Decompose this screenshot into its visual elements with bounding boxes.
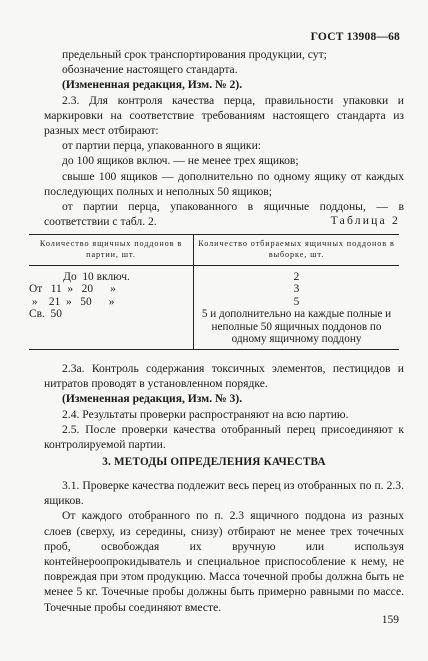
paragraph-2-5: 2.5. После проверки качества отобранный перец присоединяют к контролируемой партии. (44, 422, 404, 452)
bottom-block (44, 478, 404, 615)
middle-block (44, 361, 404, 452)
sampling-table (29, 234, 399, 350)
edition-note-2: (Измененная редакция, Изм. № 2). (62, 78, 243, 92)
paragraph-2-3-item: свыше 100 ящиков — дополнительно по одному ящику от каждых последующих полных и неполных 50 ящиков; (44, 169, 404, 198)
standard-header: ГОСТ 13908—68 (310, 31, 400, 43)
table-cell-left: До 10 включ. (29, 266, 194, 284)
paragraph-3-1-sampling: От каждого отобранного по п. 2.3 ящичного поддона из разных слоев (сверху, из середины, снизу) отбирают не менее трех точечных проб, освобождая их вручную или используя контейнероопрокидыватель и специальное приспособление к нему, не повреждая при этом продукцию. Масса точечной пробы должна быть не менее 5 кг. Точечные пробы должны быть примерно равными по массе. Точечные пробы соединяют вместе. (44, 509, 404, 614)
table-header-left: Количество ящичных поддонов в партии, шт. (29, 235, 194, 266)
paragraph-3-1: 3.1. Проверке качества подлежит весь перец из отобранных по п. 2.3. ящиков. (44, 479, 404, 508)
table-row (29, 296, 399, 308)
line-standard-designation: обозначение настоящего стандарта. (62, 63, 238, 77)
page-number: 159 (381, 614, 399, 626)
paragraph-2-4: 2.4. Результаты проверки распространяют на всю партию. (62, 407, 349, 421)
table-cell-right: 5 (293, 295, 300, 308)
table-cell-left: Св. 50 (29, 308, 194, 350)
paragraph-2-3: 2.3. Для контроля качества перца, правильности упаковки и маркировки на соответствие требованиям настоящего стандарта из разных мест отбирают: (44, 93, 404, 138)
paragraph-2-3-item: до 100 ящиков включ. — не менее трех ящиков; (62, 154, 299, 168)
paragraph-2-3-item: от партии перца, упакованного в ящичные поддоны, — в соответствии с табл. 2. (44, 200, 404, 229)
table-caption: Таблица 2 (330, 214, 400, 227)
line-transport-term: предельный срок транспортирования продукции, сут; (62, 48, 327, 61)
table-row (29, 266, 399, 284)
section-title: 3. МЕТОДЫ ОПРЕДЕЛЕНИЯ КАЧЕСТВА (102, 456, 326, 468)
table-row (29, 308, 399, 350)
paragraph-2-3-item: от партии перца, упакованного в ящики: (62, 139, 261, 153)
table-cell-left: » 21 » 50 » (29, 296, 194, 308)
table-cell-right: 5 и дополнительно на каждые полные и неполные 50 ящичных поддонов по одному ящичному поддону (194, 308, 400, 350)
table-header-right: Количество отбираемых ящичных поддонов в выборке, шт. (194, 235, 400, 266)
table-row (29, 283, 399, 295)
paragraph-2-3a: 2.3а. Контроль содержания токсичных элементов, пестицидов и нитратов проводят в установленном порядке. (44, 362, 404, 391)
top-block (44, 47, 404, 229)
table-cell-right: 3 (293, 283, 300, 296)
table-cell-right: 2 (293, 271, 300, 283)
table-cell-left: От 11 » 20 » (29, 283, 194, 295)
edition-note-3: (Измененная редакция, Изм. № 3). (62, 392, 243, 406)
